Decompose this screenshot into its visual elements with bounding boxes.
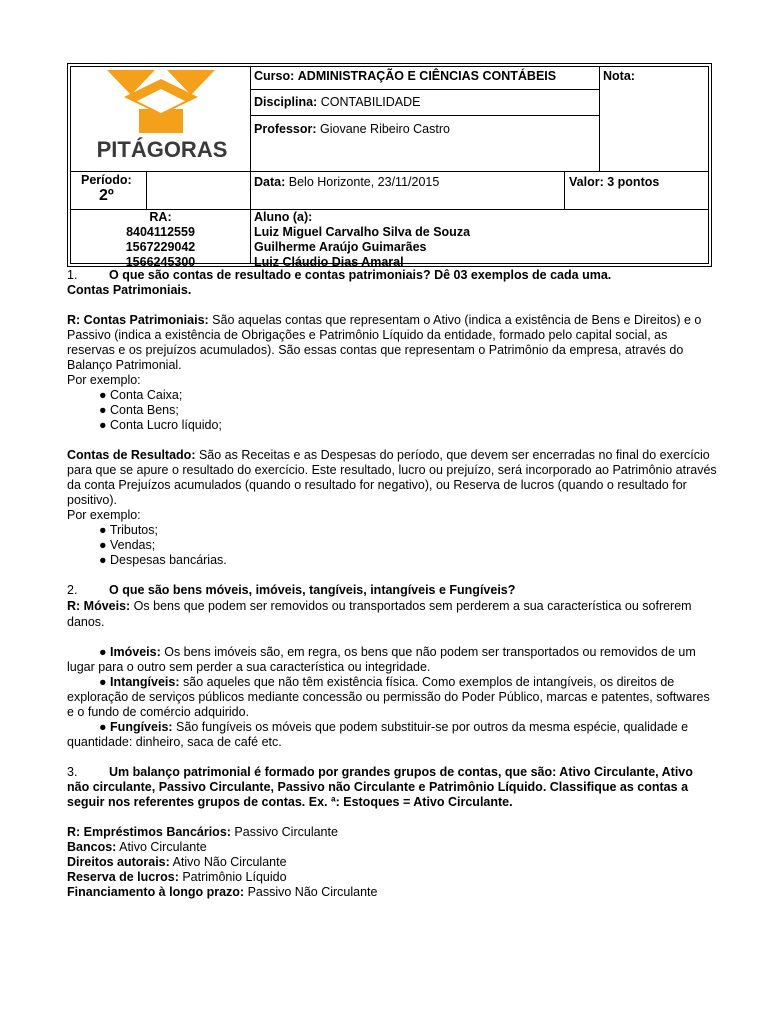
document-body: [67, 268, 717, 900]
q1-res-paragraph: [67, 448, 717, 508]
professor-label: Professor:: [254, 122, 317, 136]
q1-patr-text: São aquelas contas que representam o Ativo (indica a existência de Bens e Direitos) e o Passivo (indica a existência de Obrigações e Patrimônio Líquido da entidade, formado pelo capital social, as reservas e os prejuízos acumulados). São essas contas que representam o Patrimônio da empresa, através do Balanço Patrimonial.: [67, 313, 702, 372]
q1-res-label: Contas de Resultado:: [67, 448, 196, 462]
ra-value-1: 8404112559: [126, 225, 195, 239]
q1-patr-label: R: Contas Patrimoniais:: [67, 313, 209, 327]
curso-label: Curso:: [254, 69, 295, 83]
nota-label: Nota:: [603, 69, 635, 83]
periodo-value: 2º: [99, 187, 114, 204]
pitagoras-logo-icon: [83, 67, 241, 167]
curso-value: ADMINISTRAÇÃO E CIÊNCIAS CONTÁBEIS: [297, 69, 557, 83]
list-item: ● Vendas;: [99, 538, 156, 552]
q3-answer: Reserva de lucros: Patrimônio Líquido: [67, 870, 287, 884]
logo-text: PITÁGORAS: [96, 137, 228, 162]
aluno-name-1: Luiz Miguel Carvalho Silva de Souza: [254, 225, 471, 239]
q2-moveis-label: R: Móveis:: [67, 599, 131, 613]
disciplina-value: CONTABILIDADE: [320, 95, 421, 109]
professor-value: Giovane Ribeiro Castro: [320, 122, 450, 136]
q3-answer: Financiamento à longo prazo: Passivo Não Circulante: [67, 885, 378, 899]
header-table: [67, 63, 712, 267]
question-1-text: O que são contas de resultado e contas patrimoniais? Dê 03 exemplos de cada uma.: [109, 268, 612, 282]
question-2-text: O que são bens móveis, imóveis, tangíveis, intangíveis e Fungíveis?: [109, 583, 516, 597]
question-3-number: 3.: [67, 765, 78, 779]
aluno-label: Aluno (a):: [254, 210, 313, 224]
q1-patr-paragraph: [67, 313, 717, 373]
q3-answer: Direitos autorais: Ativo Não Circulante: [67, 855, 287, 869]
aluno-name-2: Guilherme Araújo Guimarães: [254, 240, 427, 254]
q2-moveis-text: Os bens que podem ser removidos ou transportados sem perderem a sua característica ou sofrerem danos.: [67, 599, 692, 629]
pitagoras-logo: [83, 67, 241, 167]
curso-cell: [254, 69, 599, 83]
disciplina-cell: [254, 95, 599, 109]
q1-res-text: São as Receitas e as Despesas do período, que devem ser encerradas no final do exercício para que se apure o resultado do exercício. Este resultado, lucro ou prejuízo, será incorporado ao Patrimônio através da conta Prejuízos acumulados (quando o resultado for negativo), ou Reserva de lucros (quando o resultado for positivo).: [67, 448, 717, 507]
aluno-cell: [254, 210, 654, 270]
list-item: ● Conta Bens;: [99, 403, 179, 417]
data-value: Belo Horizonte, 23/11/2015: [288, 175, 440, 189]
professor-cell: [254, 122, 599, 136]
q1-example-label-1: Por exemplo:: [67, 373, 141, 387]
question-2-number: 2.: [67, 583, 78, 597]
ra-label: RA:: [149, 210, 172, 224]
q3-answer: Bancos: Ativo Circulante: [67, 840, 207, 854]
list-item: ● Imóveis: Os bens imóveis são, em regra, os bens que não podem ser transportados ou removidos de um lugar para o outro sem perder a sua característica ou integridade.: [67, 645, 696, 674]
data-label: Data:: [254, 175, 286, 189]
ra-value-3: 1566245300: [125, 255, 196, 269]
question-3-text: Um balanço patrimonial é formado por grandes grupos de contas, que são: Ativo Circulante, Ativo não circulante, Passivo Circulante, Passivo não Circulante e Patrimônio Líquido. Classifique as contas a seguir nos referentes grupos de contas. Ex. ª: Estoques = Ativo Circulante.: [67, 765, 693, 809]
aluno-name-3: Luiz Cláudio Dias Amaral: [254, 255, 404, 269]
question-1: [67, 268, 717, 283]
valor-cell: [569, 175, 709, 189]
list-item: ● Tributos;: [99, 523, 158, 537]
q1-example-label-2: Por exemplo:: [67, 508, 141, 522]
list-item: ● Conta Caixa;: [99, 388, 183, 402]
list-item: ● Intangíveis: são aqueles que não têm existência física. Como exemplos de intangíveis, os direitos de exploração de serviços públicos mediante concessão ou permissão do Poder Público, marcas e patentes, softwares e o fundo de comércio adquirido.: [67, 675, 710, 719]
valor-label: Valor:: [569, 175, 604, 189]
ra-cell: [71, 210, 250, 270]
q2-moveis-paragraph: [67, 598, 717, 630]
valor-value: 3 pontos: [607, 175, 660, 189]
list-item: ● Fungíveis: São fungíveis os móveis que podem substituir-se por outros da mesma espécie, qualidade e quantidade: dinheiro, saca de café etc.: [67, 720, 689, 749]
q1-subtitle: Contas Patrimoniais.: [67, 283, 192, 297]
question-1-number: 1.: [67, 268, 78, 282]
question-3: [67, 765, 717, 810]
data-cell: [254, 175, 564, 189]
disciplina-label: Disciplina:: [254, 95, 318, 109]
question-2: [67, 583, 717, 598]
header-table-inner: [70, 66, 709, 269]
ra-value-2: 1567229042: [125, 240, 196, 254]
q3-answer: R: Empréstimos Bancários: Passivo Circulante: [67, 825, 338, 839]
periodo-label: Período:: [81, 173, 132, 187]
list-item: ● Despesas bancárias.: [99, 553, 227, 567]
list-item: ● Conta Lucro líquido;: [99, 418, 222, 432]
